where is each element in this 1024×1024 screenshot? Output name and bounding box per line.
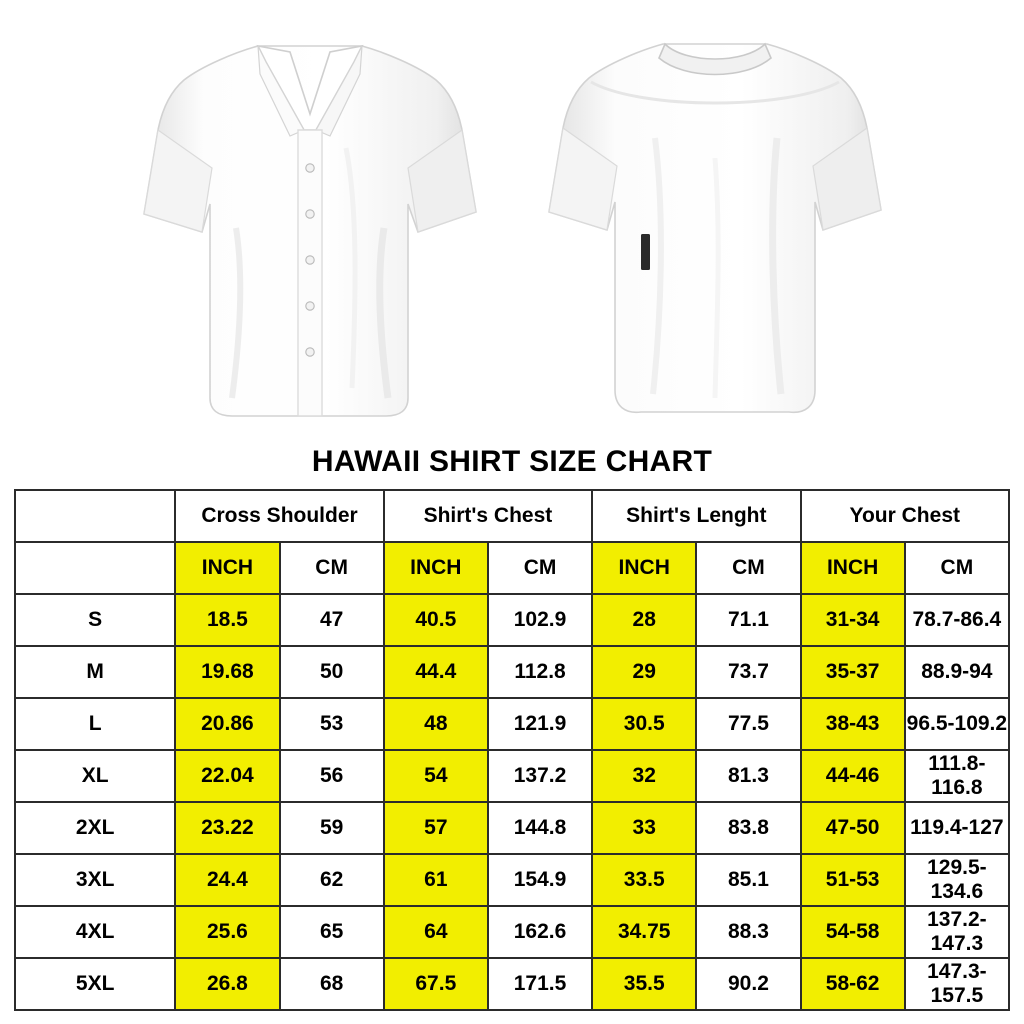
cell-chest-inch: 48 — [384, 698, 488, 750]
table-row — [15, 646, 1009, 698]
cell-length-inch: 30.5 — [592, 698, 696, 750]
cell-length-inch: 32 — [592, 750, 696, 802]
group-header-shirts-length: Shirt's Lenght — [592, 490, 800, 542]
cell-chest-cm: 162.6 — [488, 906, 592, 958]
cell-chest-cm: 154.9 — [488, 854, 592, 906]
row-size-label: 2XL — [15, 802, 175, 854]
unit-header-length-inch: INCH — [592, 542, 696, 594]
unit-header-cross-shoulder-cm: CM — [280, 542, 384, 594]
cell-chest-cm: 112.8 — [488, 646, 592, 698]
unit-header-chest-inch: INCH — [384, 542, 488, 594]
cell-your-chest-inch: 35-37 — [801, 646, 905, 698]
corner-cell — [15, 490, 175, 542]
cell-your-chest-inch: 38-43 — [801, 698, 905, 750]
cell-cross-shoulder-cm: 56 — [280, 750, 384, 802]
cell-length-inch: 33.5 — [592, 854, 696, 906]
group-header-your-chest: Your Chest — [801, 490, 1009, 542]
cell-length-cm: 85.1 — [696, 854, 800, 906]
cell-cross-shoulder-inch: 23.22 — [175, 802, 279, 854]
cell-chest-inch: 64 — [384, 906, 488, 958]
unit-header-chest-cm: CM — [488, 542, 592, 594]
row-size-label: 3XL — [15, 854, 175, 906]
table-row — [15, 906, 1009, 958]
row-size-label: 5XL — [15, 958, 175, 1010]
table-row — [15, 802, 1009, 854]
cell-length-inch: 33 — [592, 802, 696, 854]
cell-cross-shoulder-cm: 62 — [280, 854, 384, 906]
shirt-back-icon — [545, 18, 885, 428]
table-row — [15, 854, 1009, 906]
cell-your-chest-cm: 88.9-94 — [905, 646, 1009, 698]
cell-cross-shoulder-inch: 26.8 — [175, 958, 279, 1010]
cell-chest-cm: 102.9 — [488, 594, 592, 646]
cell-chest-cm: 121.9 — [488, 698, 592, 750]
cell-your-chest-inch: 54-58 — [801, 906, 905, 958]
unit-header-length-cm: CM — [696, 542, 800, 594]
cell-cross-shoulder-inch: 25.6 — [175, 906, 279, 958]
cell-your-chest-cm: 129.5-134.6 — [905, 854, 1009, 906]
cell-chest-cm: 171.5 — [488, 958, 592, 1010]
cell-cross-shoulder-inch: 20.86 — [175, 698, 279, 750]
cell-your-chest-inch: 44-46 — [801, 750, 905, 802]
cell-your-chest-inch: 31-34 — [801, 594, 905, 646]
row-size-label: S — [15, 594, 175, 646]
cell-your-chest-inch: 51-53 — [801, 854, 905, 906]
cell-length-inch: 34.75 — [592, 906, 696, 958]
cell-cross-shoulder-cm: 47 — [280, 594, 384, 646]
unit-header-cross-shoulder-inch: INCH — [175, 542, 279, 594]
cell-your-chest-cm: 78.7-86.4 — [905, 594, 1009, 646]
table-row — [15, 698, 1009, 750]
cell-cross-shoulder-cm: 65 — [280, 906, 384, 958]
cell-chest-inch: 54 — [384, 750, 488, 802]
cell-your-chest-inch: 58-62 — [801, 958, 905, 1010]
cell-length-inch: 35.5 — [592, 958, 696, 1010]
cell-your-chest-cm: 119.4-127 — [905, 802, 1009, 854]
row-size-label: XL — [15, 750, 175, 802]
group-header-cross-shoulder: Cross Shoulder — [175, 490, 383, 542]
cell-length-cm: 88.3 — [696, 906, 800, 958]
table-row — [15, 958, 1009, 1010]
cell-cross-shoulder-cm: 53 — [280, 698, 384, 750]
cell-your-chest-inch: 47-50 — [801, 802, 905, 854]
cell-chest-inch: 44.4 — [384, 646, 488, 698]
unit-header-your-chest-inch: INCH — [801, 542, 905, 594]
page-title: HAWAII SHIRT SIZE CHART — [311, 445, 713, 478]
group-header-shirts-chest: Shirt's Chest — [384, 490, 592, 542]
cell-length-cm: 81.3 — [696, 750, 800, 802]
cell-your-chest-cm: 111.8-116.8 — [905, 750, 1009, 802]
cell-cross-shoulder-inch: 24.4 — [175, 854, 279, 906]
row-size-label: L — [15, 698, 175, 750]
cell-your-chest-cm: 147.3-157.5 — [905, 958, 1009, 1010]
cell-length-cm: 73.7 — [696, 646, 800, 698]
row-size-label: M — [15, 646, 175, 698]
cell-cross-shoulder-inch: 22.04 — [175, 750, 279, 802]
cell-length-inch: 28 — [592, 594, 696, 646]
cell-chest-inch: 57 — [384, 802, 488, 854]
cell-cross-shoulder-cm: 59 — [280, 802, 384, 854]
unit-header-blank — [15, 542, 175, 594]
cell-chest-cm: 144.8 — [488, 802, 592, 854]
size-table-container — [0, 489, 1024, 1011]
table-group-header-row — [15, 490, 1009, 542]
cell-cross-shoulder-cm: 50 — [280, 646, 384, 698]
cell-length-cm: 83.8 — [696, 802, 800, 854]
cell-chest-inch: 61 — [384, 854, 488, 906]
row-size-label: 4XL — [15, 906, 175, 958]
unit-header-your-chest-cm: CM — [905, 542, 1009, 594]
cell-chest-cm: 137.2 — [488, 750, 592, 802]
cell-cross-shoulder-cm: 68 — [280, 958, 384, 1010]
table-row — [15, 750, 1009, 802]
table-unit-header-row — [15, 542, 1009, 594]
cell-length-cm: 90.2 — [696, 958, 800, 1010]
shirt-front-icon — [140, 18, 480, 428]
cell-cross-shoulder-inch: 19.68 — [175, 646, 279, 698]
cell-chest-inch: 40.5 — [384, 594, 488, 646]
shirt-illustrations — [0, 0, 1024, 445]
cell-chest-inch: 67.5 — [384, 958, 488, 1010]
cell-length-cm: 77.5 — [696, 698, 800, 750]
cell-length-inch: 29 — [592, 646, 696, 698]
table-row — [15, 594, 1009, 646]
cell-cross-shoulder-inch: 18.5 — [175, 594, 279, 646]
cell-your-chest-cm: 96.5-109.2 — [905, 698, 1009, 750]
cell-your-chest-cm: 137.2-147.3 — [905, 906, 1009, 958]
size-chart-table — [14, 489, 1010, 1011]
cell-length-cm: 71.1 — [696, 594, 800, 646]
